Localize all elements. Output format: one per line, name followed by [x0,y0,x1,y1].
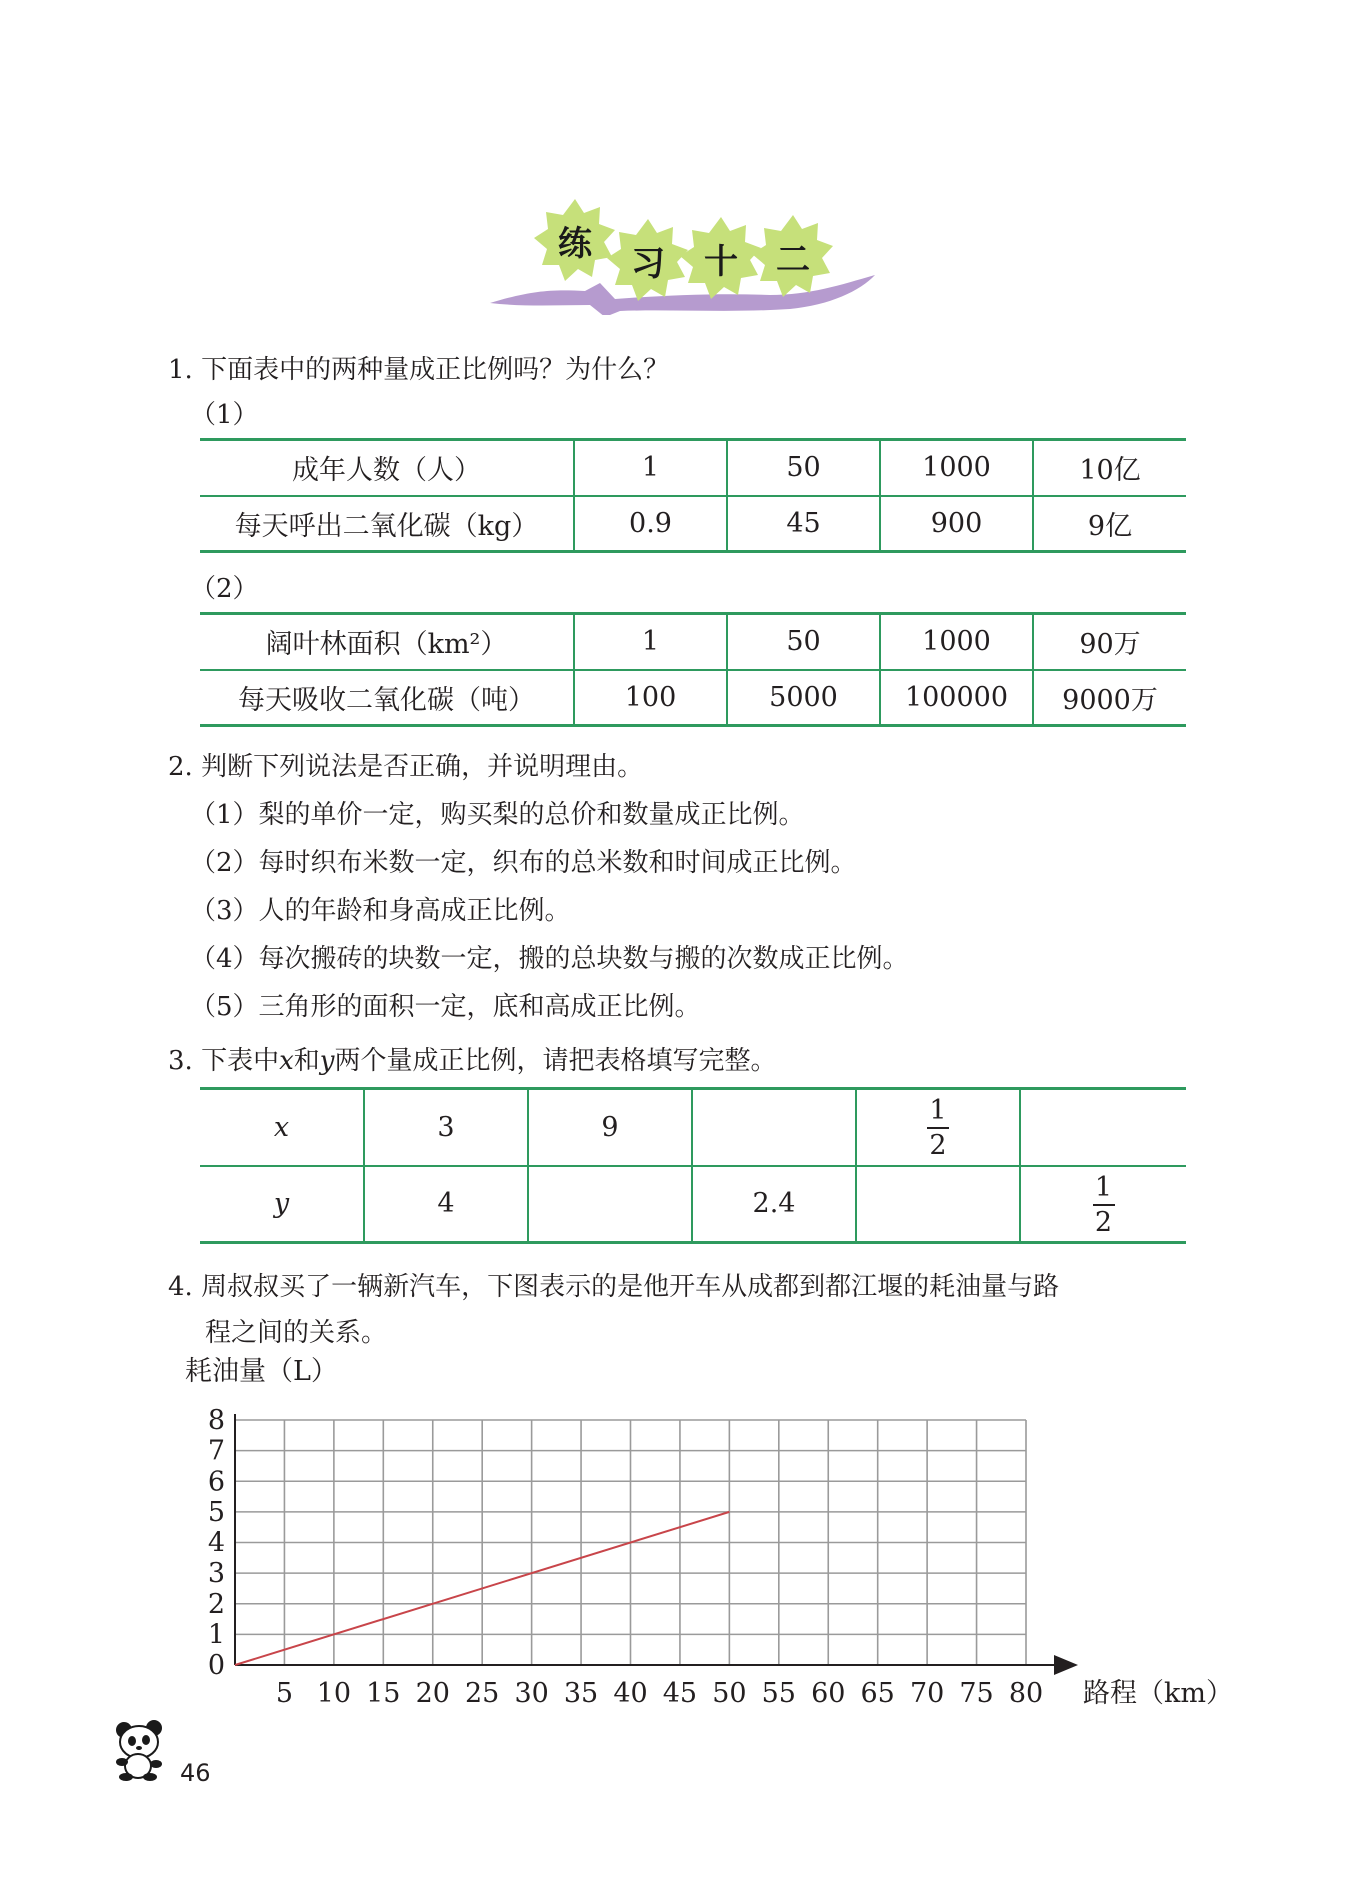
y-tick-label: 5 [207,1496,225,1528]
table-cell: 5000 [727,670,880,726]
table-cell: 1000 [880,440,1033,496]
fraction-denominator: 2 [929,1130,947,1162]
question-3-stem [168,1048,776,1074]
table-cell: 900 [880,496,1033,552]
chart-axes [235,1414,1074,1665]
fraction-bar [927,1127,949,1129]
table-cell: 4 [364,1166,528,1243]
fraction-numerator: 1 [929,1095,947,1127]
x-tick-label: 5 [275,1678,294,1709]
fuel-distance-chart [0,1340,1353,1720]
table-cell: 10亿 [1033,440,1186,496]
question-1-part-1-label: （1） [190,400,259,430]
table-row [200,670,1186,726]
fraction-cell [856,1089,1020,1166]
fraction-denominator: 2 [1094,1206,1113,1238]
question-1-table-1 [200,438,1186,553]
chart-labels [185,1356,1233,1709]
y-tick-label: 7 [207,1435,225,1467]
y-tick-label: 1 [207,1619,225,1651]
table-cell: 1 [574,614,727,670]
y-tick-label: 2 [207,1588,225,1620]
exercise-title [480,195,880,315]
x-tick-label: 35 [563,1678,599,1709]
table-row [200,496,1186,552]
table-cell: 2.4 [692,1166,856,1243]
x-tick-label: 25 [465,1678,500,1709]
y-tick-label: 8 [207,1405,225,1436]
y-tick-label: 4 [207,1527,225,1559]
stem-text: 两个量成正比例，请把表格填写完整。 [334,1046,777,1076]
stem-text: 和 [293,1046,320,1076]
row-header-y: y [200,1166,364,1243]
x-tick-label: 50 [712,1678,747,1709]
x-axis-label: 路程（km） [1083,1678,1233,1709]
x-tick-label: 70 [909,1678,945,1709]
fraction-numerator: 1 [1094,1171,1113,1203]
table-row-y [200,1166,1186,1243]
question-2-item: （5）三角形的面积一定，底和高成正比例。 [190,992,701,1022]
question-1-table-2 [200,612,1186,727]
variable-y: y [319,1046,335,1076]
table-cell: 50 [727,614,880,670]
title-star-4 [750,213,836,299]
question-2-item: （3）人的年龄和身高成正比例。 [190,896,571,926]
table-row [200,440,1186,496]
table-cell: 100 [574,670,727,726]
table-cell: 9000万 [1033,670,1186,726]
row-header: 每天吸收二氧化碳（吨） [200,670,574,726]
variable-x: x [279,1046,294,1076]
y-axis-label: 耗油量（L） [185,1356,338,1387]
blank-cell[interactable] [692,1089,856,1166]
table-cell: 0.9 [574,496,727,552]
x-tick-label: 10 [316,1678,352,1709]
table-cell: 9亿 [1033,496,1186,552]
table-cell: 50 [727,440,880,496]
row-header: 每天呼出二氧化碳（kg） [200,496,574,552]
question-3-table [200,1087,1186,1244]
question-2-stem: 2. 判断下列说法是否正确，并说明理由。 [168,752,644,782]
question-2-item: （1）梨的单价一定，购买梨的总价和数量成正比例。 [190,800,805,830]
y-tick-label: 3 [207,1558,225,1590]
y-tick-label: 6 [207,1466,225,1498]
panda-icon [112,1718,168,1782]
row-header: 成年人数（人） [200,440,574,496]
blank-cell[interactable] [856,1166,1020,1243]
fraction-bar [1093,1204,1115,1206]
x-tick-label: 40 [613,1678,648,1709]
table-cell: 1 [574,440,727,496]
table-cell: 100000 [880,670,1033,726]
question-2-item: （2）每时织布米数一定，织布的总米数和时间成正比例。 [190,848,857,878]
x-tick-label: 15 [366,1678,401,1709]
question-4-stem-line-1: 4. 周叔叔买了一辆新汽车，下图表示的是他开车从成都到都江堰的耗油量与路 [168,1272,1060,1302]
title-char: 十 [704,241,738,282]
question-2-item: （4）每次搬砖的块数一定，搬的总块数与搬的次数成正比例。 [190,944,909,974]
row-header: 阔叶林面积（km²） [200,614,574,670]
x-tick-label: 20 [415,1678,450,1709]
table-row-x [200,1089,1186,1166]
table-row [200,614,1186,670]
table-cell: 90万 [1033,614,1186,670]
x-tick-label: 45 [662,1678,698,1709]
question-1-part-2-label: （2） [190,574,259,604]
table-cell: 45 [727,496,880,552]
table-cell: 9 [528,1089,692,1166]
y-tick-label: 0 [207,1650,225,1681]
table-cell: 3 [364,1089,528,1166]
fraction [1093,1171,1115,1238]
fraction-cell [1020,1166,1186,1243]
blank-cell[interactable] [1020,1089,1186,1166]
x-tick-label: 75 [959,1678,994,1709]
question-1-stem: 1. 下面表中的两种量成正比例吗？为什么？ [168,355,670,385]
page-number: 46 [180,1759,211,1787]
title-char: 二 [776,239,810,280]
fraction [927,1095,949,1162]
table-cell: 1000 [880,614,1033,670]
x-tick-label: 80 [1008,1678,1044,1709]
title-char: 习 [631,243,665,284]
blank-cell[interactable] [528,1166,692,1243]
question-4-stem-line-2: 程之间的关系。 [205,1318,388,1348]
x-tick-label: 55 [761,1678,796,1709]
stem-text: 3. 下表中 [168,1046,280,1076]
x-tick-label: 30 [514,1678,549,1709]
x-tick-label: 65 [860,1678,895,1709]
row-header-x: x [200,1089,364,1166]
x-tick-label: 60 [811,1678,846,1709]
title-char: 练 [558,223,592,264]
